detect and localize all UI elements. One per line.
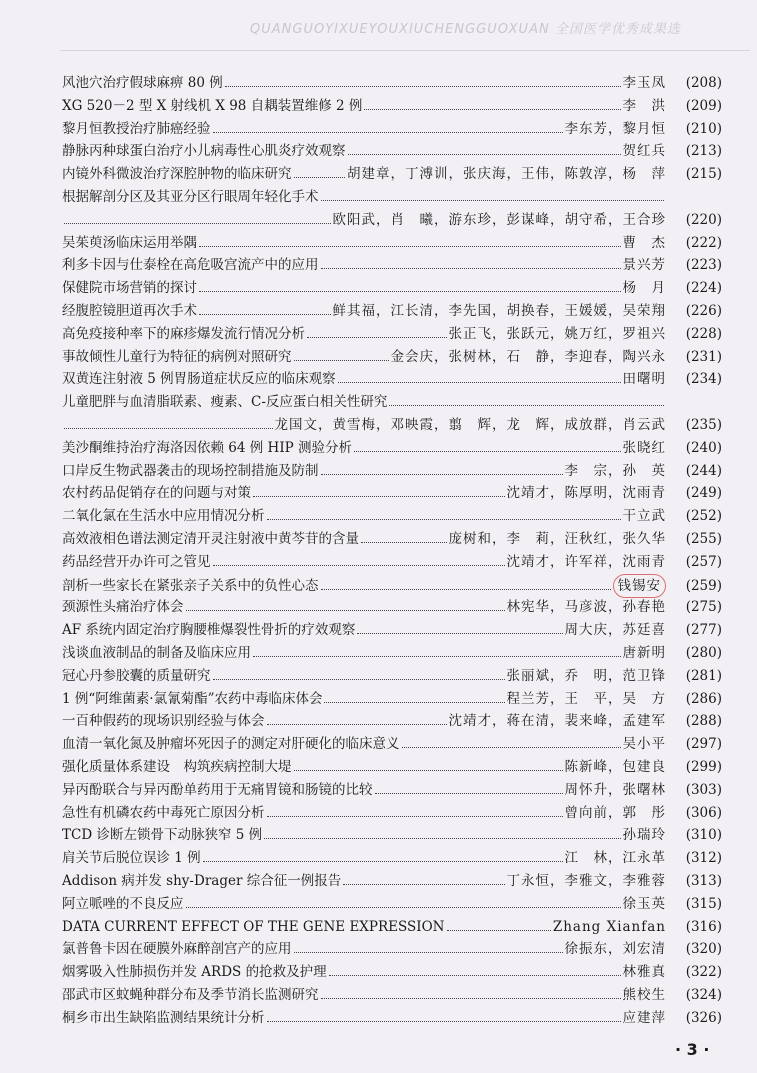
entry-page: (316) xyxy=(685,918,722,935)
toc-entry xyxy=(62,391,722,413)
entry-authors: 鲜其福，江长清，李先国，胡换春，王媛媛，吴荣翔 xyxy=(332,303,666,319)
dot-leader xyxy=(64,416,273,429)
dot-leader xyxy=(64,211,331,224)
entry-page: (320) xyxy=(685,941,722,958)
dot-leader xyxy=(375,781,563,794)
entry-authors: 周大庆，苏廷喜 xyxy=(564,622,666,639)
entry-page: (312) xyxy=(685,850,722,867)
entry-title: DATA CURRENT EFFECT OF THE GENE EXPRESSION xyxy=(62,918,445,935)
entry-page: (231) xyxy=(685,348,722,365)
entry-title: 冠心丹参胶囊的质量研究 xyxy=(62,667,211,684)
entry-title: 桐乡市出生缺陷监测结果统计分析 xyxy=(62,1009,265,1026)
entry-page: (315) xyxy=(685,895,722,912)
entry-page: (228) xyxy=(685,325,722,342)
entry-authors: 干立武 xyxy=(622,508,666,525)
dot-leader xyxy=(186,598,505,611)
entry-title: 事故倾性儿童行为特征的病例对照研究 xyxy=(62,348,292,365)
entry-title: 肩关节后脱位误诊 1 例 xyxy=(62,850,201,867)
entry-page: (255) xyxy=(685,531,722,547)
entry-title: 阿立哌唑的不良反应 xyxy=(62,895,184,912)
dot-leader xyxy=(361,530,447,543)
entry-title: 邵武市区蚊蝇种群分布及季节消长监测研究 xyxy=(62,987,319,1003)
entry-title: 氯普鲁卡因在硬膜外麻醉剖宫产的应用 xyxy=(62,941,292,958)
entry-authors: 唐新明 xyxy=(622,645,666,661)
toc-entry xyxy=(62,118,722,140)
entry-page: (280) xyxy=(685,645,722,661)
entry-title: 异丙酚联合与异丙酚单药用于无痛胃镜和肠镜的比较 xyxy=(62,781,373,798)
entry-authors: 李玉凤 xyxy=(622,75,666,91)
toc-entry xyxy=(62,163,722,185)
entry-authors: 沈靖才，蒋在清，裴来峰，孟建军 xyxy=(448,713,666,730)
entry-authors: 贺红兵 xyxy=(622,143,666,160)
toc-entry xyxy=(62,95,722,117)
dot-leader xyxy=(294,165,346,178)
entry-page: (275) xyxy=(685,599,722,616)
dot-leader xyxy=(199,279,621,292)
entry-authors: 孙瑞玲 xyxy=(622,827,666,844)
toc-entry xyxy=(62,528,722,550)
entry-authors: 应建萍 xyxy=(622,1009,666,1026)
entry-title: 农村药品促销存在的问题与对策 xyxy=(62,485,251,502)
toc-entry xyxy=(62,938,722,960)
entry-authors: 陈新峰，包建良 xyxy=(564,759,666,775)
toc-entry xyxy=(62,346,722,368)
dot-leader xyxy=(264,826,620,839)
entry-authors: 李 洪 xyxy=(622,97,666,114)
entry-authors: 田曙明 xyxy=(622,371,666,388)
entry-authors: 杨 月 xyxy=(622,280,666,297)
dot-leader xyxy=(343,872,504,885)
dot-leader xyxy=(321,462,563,475)
entry-authors: 曾向前，郭 彤 xyxy=(564,804,666,821)
dot-leader xyxy=(213,120,563,133)
entry-title: 高免疫接种率下的麻疹爆发流行情况分析 xyxy=(62,325,305,342)
running-header: QUANGUOYIXUEYOUXIUCHENGGUOXUAN 全国医学优秀成果选 xyxy=(250,22,681,37)
toc-entry xyxy=(62,209,722,231)
entry-title: 颈源性头痛治疗体会 xyxy=(62,599,184,616)
toc-entry xyxy=(62,596,722,618)
entry-page: (208) xyxy=(685,75,722,91)
entry-page: (286) xyxy=(685,690,722,707)
entry-authors: 胡建章，丁溥训，张庆海，王伟，陈敦淳，杨 萍 xyxy=(347,166,666,183)
dot-leader xyxy=(402,735,621,748)
entry-authors: 曹 杰 xyxy=(622,234,666,251)
entry-title: 浅谈血液制品的制备及临床应用 xyxy=(62,645,251,661)
dot-leader xyxy=(364,97,620,110)
dot-leader xyxy=(213,667,505,680)
toc-entry xyxy=(62,186,722,208)
entry-page: (297) xyxy=(685,736,722,753)
entry-page: (313) xyxy=(685,873,722,889)
entry-page: (288) xyxy=(685,713,722,730)
entry-authors: 欧阳武，肖 曦，游东珍，彭谋峰，胡守希，王合珍 xyxy=(332,211,666,228)
toc-entry xyxy=(62,619,722,641)
header-divider xyxy=(60,50,750,51)
entry-authors: Zhang Xianfan xyxy=(552,918,666,935)
dot-leader xyxy=(338,370,621,383)
entry-authors: 吴小平 xyxy=(622,736,666,753)
dot-leader xyxy=(389,393,664,406)
dot-leader xyxy=(321,188,665,201)
toc-entry xyxy=(62,870,722,892)
entry-authors: 熊校生 xyxy=(622,987,666,1003)
toc-entry xyxy=(62,756,722,778)
toc-entry xyxy=(62,437,722,459)
entry-authors: 徐振东，刘宏清 xyxy=(564,941,666,958)
entry-page: (222) xyxy=(685,234,722,251)
toc-entry xyxy=(62,824,722,846)
toc-entry xyxy=(62,916,722,938)
entry-title: 强化质量体系建设 构筑疾病控制大堤 xyxy=(62,759,292,775)
toc-entry xyxy=(62,140,722,162)
entry-authors: 钱锡安 xyxy=(613,574,667,598)
toc-entry xyxy=(62,961,722,983)
dot-leader xyxy=(267,712,447,725)
toc-entry xyxy=(62,802,722,824)
toc-entry xyxy=(62,665,722,687)
toc-entry xyxy=(62,414,722,436)
toc-entry xyxy=(62,733,722,755)
toc-entry xyxy=(62,232,722,254)
entry-title: Addison 病并发 shy-Drager 综合征一例报告 xyxy=(62,873,342,889)
dot-leader xyxy=(199,302,331,315)
entry-page: (322) xyxy=(685,964,722,981)
page-number: · 3 · xyxy=(675,1040,710,1059)
entry-page: (306) xyxy=(685,804,722,821)
entry-title: 口岸反生物武器袭击的现场控制措施及防制 xyxy=(62,462,319,479)
entry-authors: 林雅真 xyxy=(622,964,666,981)
entry-title: 黎月恒教授治疗肺癌经验 xyxy=(62,120,211,137)
entry-title: 吴茱萸汤临床运用举隅 xyxy=(62,234,197,251)
entry-title: 一百种假药的现场识别经验与体会 xyxy=(62,713,265,730)
entry-title: 风池穴治疗假球麻痹 80 例 xyxy=(62,75,223,91)
entry-page: (226) xyxy=(685,303,722,319)
entry-title: 二氧化氯在生活水中应用情况分析 xyxy=(62,508,265,525)
entry-page: (257) xyxy=(685,553,722,570)
toc-entry xyxy=(62,323,722,345)
entry-page: (209) xyxy=(685,97,722,114)
entry-page: (277) xyxy=(685,622,722,639)
entry-title: 血清一氧化氮及肿瘤坏死因子的测定对肝硬化的临床意义 xyxy=(62,736,400,753)
entry-title: AF 系统内固定治疗胸腰椎爆裂性骨折的疗效观察 xyxy=(62,622,356,639)
toc-entry xyxy=(62,72,722,94)
toc-entry xyxy=(62,460,722,482)
entry-authors: 张丽斌，乔 明，范卫锋 xyxy=(506,667,666,684)
dot-leader xyxy=(324,690,504,703)
entry-page: (234) xyxy=(685,371,722,388)
toc-entry xyxy=(62,482,722,504)
entry-authors: 程兰芳，王 平，吴 方 xyxy=(506,690,666,707)
entry-authors: 沈靖才，陈厚明，沈雨青 xyxy=(506,485,666,502)
toc-entry xyxy=(62,505,722,527)
toc-entry xyxy=(62,847,722,869)
toc-entry xyxy=(62,254,722,276)
entry-authors: 张正飞，张跃元，姚万红，罗祖兴 xyxy=(448,325,666,342)
dot-leader xyxy=(321,986,621,999)
entry-page: (249) xyxy=(685,485,722,502)
entry-page: (215) xyxy=(685,166,722,183)
dot-leader xyxy=(253,484,505,497)
dot-leader xyxy=(225,74,621,87)
dot-leader xyxy=(267,507,621,520)
entry-authors: 李东芳，黎月恒 xyxy=(564,120,666,137)
toc-entry xyxy=(62,984,722,1006)
dot-leader xyxy=(294,940,563,953)
toc-entry xyxy=(62,574,722,596)
entry-title: 药品经营开办许可之管见 xyxy=(62,553,211,570)
entry-page: (324) xyxy=(685,987,722,1003)
dot-leader xyxy=(294,348,389,361)
entry-page: (213) xyxy=(685,143,722,160)
entry-page: (220) xyxy=(685,211,722,228)
entry-authors: 庞树和，李 莉，汪秋红，张久华 xyxy=(448,531,666,547)
entry-title: 急性有机磷农药中毒死亡原因分析 xyxy=(62,804,265,821)
entry-authors: 景兴芳 xyxy=(622,257,666,274)
dot-leader xyxy=(203,849,563,862)
entry-authors: 张晓红 xyxy=(622,439,666,456)
entry-title: 双黄连注射液 5 例胃肠道症状反应的临床观察 xyxy=(62,371,336,388)
dot-leader xyxy=(213,553,505,566)
entry-title: 经腹腔镜胆道再次手术 xyxy=(62,303,197,319)
entry-title: TCD 诊断左锁骨下动脉狭窄 5 例 xyxy=(62,827,263,844)
dot-leader xyxy=(253,644,621,657)
entry-authors: 丁永恒，李雅文，李雅蓉 xyxy=(506,873,666,889)
entry-page: (326) xyxy=(685,1009,722,1026)
entry-page: (299) xyxy=(685,759,722,775)
toc-entry xyxy=(62,710,722,732)
dot-leader xyxy=(294,758,563,771)
entry-authors: 周怀升，张曙林 xyxy=(564,781,666,798)
entry-authors: 徐玉英 xyxy=(622,895,666,912)
dot-leader xyxy=(447,918,551,931)
entry-page: (259) xyxy=(685,577,722,594)
entry-title: 美沙酮维持治疗海洛因依赖 64 例 HIP 测验分析 xyxy=(62,439,353,456)
toc-entry xyxy=(62,779,722,801)
entry-page: (224) xyxy=(685,280,722,297)
entry-title: 烟雾吸入性肺损伤并发 ARDS 的抢救及护理 xyxy=(62,964,327,981)
entry-page: (240) xyxy=(685,439,722,456)
entry-authors: 江 林，江永革 xyxy=(564,850,666,867)
dot-leader xyxy=(354,439,620,452)
toc-entry xyxy=(62,1007,722,1029)
entry-authors: 林宪华，马彦波，孙春艳 xyxy=(506,599,666,616)
dot-leader xyxy=(267,1009,621,1022)
dot-leader xyxy=(321,256,621,269)
entry-title: XG 520－2 型 X 射线机 X 98 自耦装置维修 2 例 xyxy=(62,97,363,114)
dot-leader xyxy=(348,142,621,155)
dot-leader xyxy=(307,325,447,338)
entry-title: 内镜外科微波治疗深腔肿物的临床研究 xyxy=(62,166,292,183)
entry-title: 保健院市场营销的探讨 xyxy=(62,280,197,297)
entry-page: (310) xyxy=(685,827,722,844)
toc-entry xyxy=(62,551,722,573)
toc-entry xyxy=(62,300,722,322)
toc-entry xyxy=(62,893,722,915)
toc-entry xyxy=(62,642,722,664)
entry-page: (244) xyxy=(685,462,722,479)
entry-page: (210) xyxy=(685,120,722,137)
entry-page: (281) xyxy=(685,667,722,684)
toc-entry xyxy=(62,688,722,710)
entry-page: (252) xyxy=(685,508,722,525)
entry-authors: 龙国文，黄雪梅，邓映霞，翦 辉，龙 辉，成放群，肖云武 xyxy=(274,417,666,433)
entry-title: 剖析一些家长在紧张亲子关系中的负性心态 xyxy=(62,577,319,594)
dot-leader xyxy=(186,895,621,908)
dot-leader xyxy=(267,804,563,817)
entry-authors: 李 宗，孙 英 xyxy=(564,462,666,479)
entry-page: (235) xyxy=(685,417,722,433)
entry-authors: 沈靖才，许军祥，沈雨青 xyxy=(506,553,666,570)
toc-entry xyxy=(62,368,722,390)
entry-title: 儿童肥胖与血清脂联素、瘦素、C-反应蛋白相关性研究 xyxy=(62,394,388,411)
entry-title: 1 例“阿维菌素·氯氰菊酯”农药中毒临床体会 xyxy=(62,690,323,707)
toc-entry xyxy=(62,277,722,299)
dot-leader xyxy=(329,963,621,976)
entry-page: (223) xyxy=(685,257,722,274)
entry-title: 高效液相色谱法测定清开灵注射液中黄芩苷的含量 xyxy=(62,531,359,547)
dot-leader xyxy=(199,234,621,247)
entry-title: 静脉丙种球蛋白治疗小儿病毒性心肌炎疗效观察 xyxy=(62,143,346,160)
dot-leader xyxy=(357,621,562,634)
entry-title: 利多卡因与仕泰栓在高危吸宫流产中的应用 xyxy=(62,257,319,274)
entry-page: (303) xyxy=(685,781,722,798)
entry-title: 根据解剖分区及其亚分区行眼周年轻化手术 xyxy=(62,189,319,205)
dot-leader xyxy=(321,577,611,590)
entry-authors: 金会庆，张树林，石 静，李迎春，陶兴永 xyxy=(390,348,666,365)
